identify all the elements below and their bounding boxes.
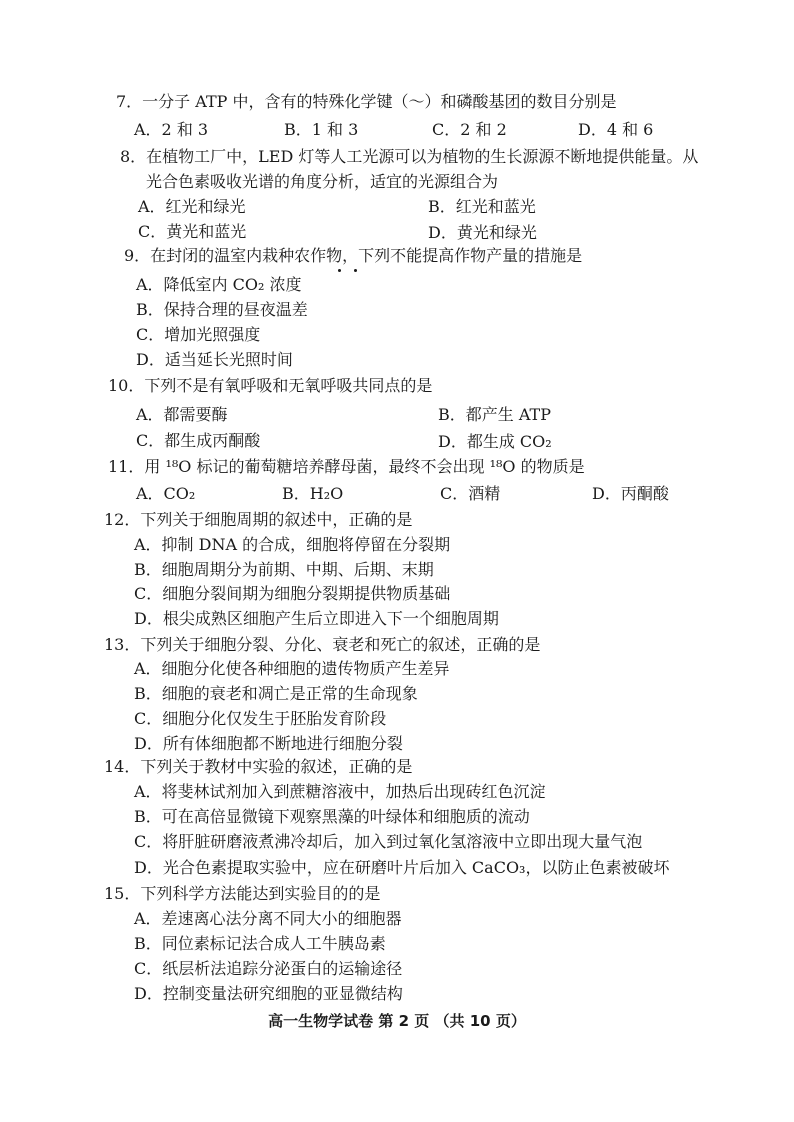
- question-12-option-b: B．细胞周期分为前期、中期、后期、末期: [134, 560, 434, 579]
- question-10-option-d: D．都生成 CO₂: [438, 432, 552, 451]
- question-8-option-d: D．黄光和绿光: [428, 223, 537, 242]
- question-10-option-a: A．都需要酶: [136, 405, 228, 424]
- emphasis-dot: [354, 269, 357, 272]
- question-8-stem-continued: 光合色素吸收光谱的角度分析，适宜的光源组合为: [146, 172, 499, 191]
- question-8-option-b: B．红光和蓝光: [428, 197, 536, 216]
- question-13-option-c: C．细胞分化仅发生于胚胎发育阶段: [134, 709, 387, 728]
- question-7-option-b: B．1 和 3: [284, 120, 359, 139]
- question-11-option-b: B．H₂O: [282, 484, 344, 503]
- question-13-option-d: D．所有体细胞都不断地进行细胞分裂: [134, 734, 403, 753]
- page-footer: 高一生物学试卷 第 2 页 （共 10 页）: [268, 1012, 526, 1030]
- question-14-stem: 14．下列关于教材中实验的叙述，正确的是: [104, 757, 413, 776]
- question-13-option-b: B．细胞的衰老和凋亡是正常的生命现象: [134, 684, 418, 703]
- question-15-option-d: D．控制变量法研究细胞的亚显微结构: [134, 984, 403, 1003]
- question-14-option-a: A．将斐林试剂加入到蔗糖溶液中，加热后出现砖红色沉淀: [134, 782, 546, 801]
- question-10-option-c: C．都生成丙酮酸: [136, 431, 261, 450]
- question-11-stem: 11．用 ¹⁸O 标记的葡萄糖培养酵母菌，最终不会出现 ¹⁸O 的物质是: [108, 457, 585, 476]
- question-15-option-b: B．同位素标记法合成人工牛胰岛素: [134, 934, 386, 953]
- question-15-option-c: C．纸层析法追踪分泌蛋白的运输途径: [134, 959, 403, 978]
- question-15-stem: 15．下列科学方法能达到实验目的的是: [104, 884, 381, 903]
- question-8-stem: 8．在植物工厂中，LED 灯等人工光源可以为植物的生长源源不断地提供能量。从: [120, 147, 699, 166]
- question-8-option-c: C．黄光和蓝光: [138, 222, 247, 241]
- question-14-option-b: B．可在高倍显微镜下观察黑藻的叶绿体和细胞质的流动: [134, 807, 530, 826]
- emphasis-dot: [338, 269, 341, 272]
- question-7-option-d: D．4 和 6: [578, 120, 654, 139]
- question-10-stem: 10．下列不是有氧呼吸和无氧呼吸共同点的是: [108, 376, 433, 395]
- question-11-option-d: D．丙酮酸: [592, 484, 669, 503]
- question-11-option-a: A．CO₂: [136, 484, 196, 503]
- question-14-option-c: C．将肝脏研磨液煮沸冷却后，加入到过氧化氢溶液中立即出现大量气泡: [134, 832, 643, 851]
- question-10-option-b: B．都产生 ATP: [438, 405, 551, 424]
- question-8-option-a: A．红光和绿光: [138, 197, 246, 216]
- question-14-option-d: D．光合色素提取实验中，应在研磨叶片后加入 CaCO₃，以防止色素被破坏: [134, 858, 670, 877]
- question-7-option-a: A．2 和 3: [134, 120, 209, 139]
- question-13-stem: 13．下列关于细胞分裂、分化、衰老和死亡的叙述，正确的是: [104, 635, 541, 654]
- question-9-option-c: C．增加光照强度: [136, 325, 261, 344]
- question-12-option-a: A．抑制 DNA 的合成，细胞将停留在分裂期: [134, 535, 451, 554]
- question-9-stem: 9．在封闭的温室内栽种农作物，下列不能提高作物产量的措施是: [124, 246, 583, 265]
- question-11-option-c: C．酒精: [440, 484, 501, 503]
- question-9-option-d: D．适当延长光照时间: [136, 350, 293, 369]
- question-9-option-b: B．保持合理的昼夜温差: [136, 300, 308, 319]
- question-7-option-c: C．2 和 2: [432, 120, 507, 139]
- question-9-option-a: A．降低室内 CO₂ 浓度: [136, 275, 302, 294]
- question-12-option-d: D．根尖成熟区细胞产生后立即进入下一个细胞周期: [134, 609, 499, 628]
- question-15-option-a: A．差速离心法分离不同大小的细胞器: [134, 909, 402, 928]
- question-13-option-a: A．细胞分化使各种细胞的遗传物质产生差异: [134, 659, 450, 678]
- question-7-stem: 7．一分子 ATP 中，含有的特殊化学键（～）和磷酸基团的数目分别是: [116, 92, 617, 111]
- question-12-stem: 12．下列关于细胞周期的叙述中，正确的是: [104, 510, 413, 529]
- question-12-option-c: C．细胞分裂间期为细胞分裂期提供物质基础: [134, 584, 451, 603]
